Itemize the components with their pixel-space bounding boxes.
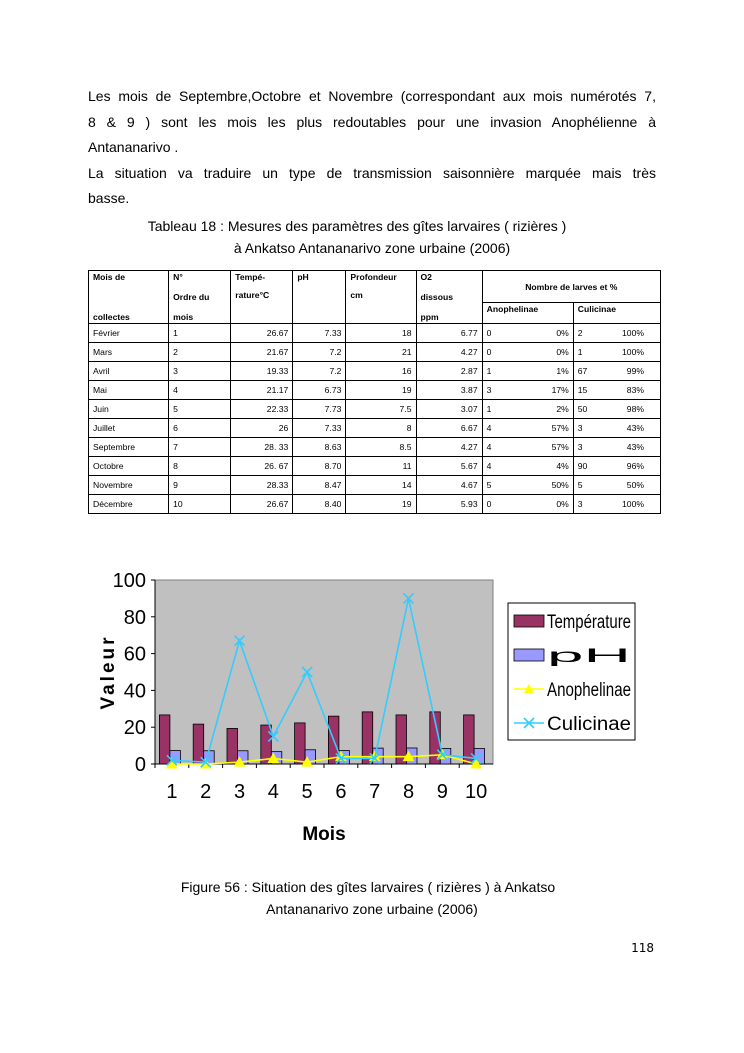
- cell-culicinae: [573, 400, 660, 419]
- cell-culicinae-count: 3: [577, 423, 583, 433]
- cell-mois: Octobre: [89, 457, 169, 476]
- cell-ordre: 6: [169, 419, 231, 438]
- col-header-o2: O2 dissous ppm: [416, 271, 482, 324]
- cell-anophelinae: [482, 362, 573, 381]
- table-row: [89, 324, 661, 343]
- legend-label-anophelinae: Anophelinae: [547, 680, 631, 701]
- table-row: [89, 495, 661, 514]
- cell-prof: 7.5: [346, 400, 416, 419]
- cell-culicinae: [573, 362, 660, 381]
- intro-line-2: 8 & 9 ) sont les mois les plus redoutables pour une invasion Anophélienne à: [88, 113, 656, 130]
- cell-ordre: 10: [169, 495, 231, 514]
- cell-temp: 21.17: [231, 381, 293, 400]
- figure-caption-line-1: Figure 56 : Situation des gîtes larvaires ( rizières ) à Ankatso: [180, 879, 556, 895]
- cell-o2: 6.67: [416, 419, 482, 438]
- cell-anophelinae-count: 4: [486, 442, 492, 452]
- cell-culicinae-count: 3: [577, 442, 583, 452]
- cell-ordre: 4: [169, 381, 231, 400]
- cell-prof: 21: [346, 343, 416, 362]
- cell-anophelinae: [482, 419, 573, 438]
- cell-anophelinae-percent: 4%: [556, 461, 569, 471]
- cell-mois: Février: [89, 324, 169, 343]
- cell-temp: 21.67: [231, 343, 293, 362]
- cell-prof: 8: [346, 419, 416, 438]
- cell-culicinae-percent: 100%: [622, 347, 644, 357]
- cell-culicinae-count: 1: [577, 347, 583, 357]
- cell-ph: 7.73: [293, 400, 346, 419]
- cell-mois: Septembre: [89, 438, 169, 457]
- cell-culicinae-count: 2: [577, 328, 583, 338]
- cell-prof: 16: [346, 362, 416, 381]
- cell-ph: 8.70: [293, 457, 346, 476]
- cell-mois: Mars: [89, 343, 169, 362]
- cell-ordre: 7: [169, 438, 231, 457]
- cell-prof: 8.5: [346, 438, 416, 457]
- cell-temp: 26.67: [231, 324, 293, 343]
- cell-prof: 11: [346, 457, 416, 476]
- cell-culicinae-percent: 83%: [626, 385, 644, 395]
- cell-culicinae: [573, 457, 660, 476]
- cell-o2: 6.77: [416, 324, 482, 343]
- cell-culicinae-percent: 98%: [626, 404, 644, 414]
- cell-culicinae-percent: 43%: [626, 423, 644, 433]
- cell-culicinae-count: 15: [577, 385, 588, 395]
- table-row: [89, 457, 661, 476]
- cell-culicinae: [573, 343, 660, 362]
- cell-anophelinae: [482, 495, 573, 514]
- cell-ph: 7.33: [293, 324, 346, 343]
- cell-anophelinae-percent: 1%: [556, 366, 569, 376]
- cell-mois: Décembre: [89, 495, 169, 514]
- cell-ph: 8.40: [293, 495, 346, 514]
- y-tick-label: 60: [123, 643, 146, 666]
- cell-temp: 26.67: [231, 495, 293, 514]
- intro-line-4: La situation va traduire un type de transmission saisonnière marquée mais très: [88, 164, 656, 181]
- cell-anophelinae: [482, 381, 573, 400]
- cell-culicinae-count: 50: [577, 404, 588, 414]
- cell-anophelinae-count: 0: [486, 347, 492, 357]
- cell-anophelinae: [482, 324, 573, 343]
- cell-o2: 4.67: [416, 476, 482, 495]
- cell-anophelinae-count: 4: [486, 423, 492, 433]
- cell-temp: 26: [231, 419, 293, 438]
- cell-anophelinae-count: 3: [486, 385, 492, 395]
- cell-o2: 4.27: [416, 438, 482, 457]
- col-header-anophelinae: Anophelinae: [482, 303, 573, 324]
- legend-label-température: Température: [547, 612, 631, 633]
- cell-o2: 2.87: [416, 362, 482, 381]
- cell-prof: 14: [346, 476, 416, 495]
- cell-anophelinae: [482, 343, 573, 362]
- cell-o2: 3.07: [416, 400, 482, 419]
- cell-anophelinae-count: 0: [486, 499, 492, 509]
- cell-anophelinae-percent: 0%: [556, 499, 569, 509]
- cell-anophelinae: [482, 457, 573, 476]
- cell-ordre: 2: [169, 343, 231, 362]
- cell-o2: 5.93: [416, 495, 482, 514]
- cell-anophelinae-count: 1: [486, 366, 492, 376]
- x-tick-label: 3: [233, 781, 246, 803]
- cell-anophelinae-percent: 0%: [556, 347, 569, 357]
- table-row: [89, 343, 661, 362]
- table-row: [89, 400, 661, 419]
- cell-culicinae: [573, 381, 660, 400]
- cell-ordre: 5: [169, 400, 231, 419]
- cell-culicinae: [573, 476, 660, 495]
- cell-temp: 28.33: [231, 476, 293, 495]
- intro-line-5: basse.: [88, 190, 130, 206]
- intro-paragraph: [88, 84, 656, 212]
- cell-culicinae-percent: 100%: [622, 328, 644, 338]
- larval-chart: [88, 560, 688, 860]
- cell-culicinae: [573, 438, 660, 457]
- bar-température: [295, 723, 306, 764]
- cell-mois: Juillet: [89, 419, 169, 438]
- cell-mois: Novembre: [89, 476, 169, 495]
- cell-culicinae: [573, 324, 660, 343]
- cell-anophelinae-count: 0: [486, 328, 492, 338]
- cell-anophelinae-count: 1: [486, 404, 492, 414]
- x-tick-label: 4: [267, 781, 279, 803]
- legend-swatch-ph: [514, 649, 544, 661]
- cell-ordre: 8: [169, 457, 231, 476]
- col-header-mois: Mois de collectes: [89, 271, 169, 324]
- x-tick-label: 6: [335, 781, 347, 803]
- cell-culicinae-count: 5: [577, 480, 583, 490]
- col-header-ordre: N° Ordre du mois: [169, 271, 231, 324]
- x-tick-label: 1: [166, 781, 178, 803]
- col-header-temperature: Tempé- rature°C: [231, 271, 293, 324]
- y-tick-label: 20: [123, 717, 146, 740]
- cell-ordre: 3: [169, 362, 231, 381]
- cell-temp: 28. 33: [231, 438, 293, 457]
- x-tick-label: 2: [200, 781, 212, 803]
- cell-ph: 6.73: [293, 381, 346, 400]
- cell-o2: 5.67: [416, 457, 482, 476]
- cell-culicinae-percent: 96%: [626, 461, 644, 471]
- table-row: [89, 362, 661, 381]
- cell-o2: 4.27: [416, 343, 482, 362]
- cell-o2: 3.87: [416, 381, 482, 400]
- cell-culicinae: [573, 495, 660, 514]
- table-caption-line-1: Tableau 18 : Mesures des paramètres des gîtes larvaires ( rizières ): [147, 218, 567, 234]
- cell-prof: 19: [346, 381, 416, 400]
- intro-line-3: Antananarivo .: [88, 139, 179, 155]
- figure-caption: [88, 876, 656, 920]
- cell-culicinae-count: 3: [577, 499, 583, 509]
- cell-ordre: 1: [169, 324, 231, 343]
- cell-culicinae-percent: 43%: [626, 442, 644, 452]
- table-row: [89, 419, 661, 438]
- legend-label-ph: pH: [547, 646, 631, 667]
- figure-caption-line-2: Antananarivo zone urbaine (2006): [266, 901, 478, 917]
- cell-culicinae: [573, 419, 660, 438]
- cell-culicinae-percent: 50%: [626, 480, 644, 490]
- cell-anophelinae: [482, 400, 573, 419]
- cell-ph: 7.2: [293, 343, 346, 362]
- intro-line-1: Les mois de Septembre,Octobre et Novembre (correspondant aux mois numérotés 7,: [88, 88, 656, 104]
- legend-swatch-température: [514, 615, 544, 627]
- bar-température: [227, 728, 238, 764]
- legend-label-culicinae: Culicinae: [547, 714, 631, 735]
- cell-temp: 22.33: [231, 400, 293, 419]
- x-tick-label: 10: [464, 781, 488, 803]
- y-tick-label: 80: [123, 606, 146, 629]
- cell-ph: 7.33: [293, 419, 346, 438]
- x-tick-label: 7: [369, 781, 381, 803]
- table-row: [89, 438, 661, 457]
- plot-area: [155, 580, 493, 764]
- cell-anophelinae-percent: 17%: [551, 385, 569, 395]
- cell-anophelinae-percent: 0%: [556, 328, 569, 338]
- cell-anophelinae-percent: 50%: [551, 480, 569, 490]
- cell-anophelinae: [482, 476, 573, 495]
- cell-ph: 8.47: [293, 476, 346, 495]
- cell-mois: Mai: [89, 381, 169, 400]
- cell-ph: 8.63: [293, 438, 346, 457]
- cell-mois: Avril: [89, 362, 169, 381]
- x-tick-label: 8: [402, 781, 415, 803]
- cell-culicinae-percent: 99%: [626, 366, 644, 376]
- x-tick-label: 5: [301, 781, 313, 803]
- cell-prof: 19: [346, 495, 416, 514]
- x-tick-label: 9: [436, 781, 448, 803]
- cell-anophelinae-percent: 57%: [551, 423, 569, 433]
- cell-anophelinae-percent: 2%: [556, 404, 569, 414]
- page-number: 118: [631, 941, 654, 955]
- cell-temp: 19.33: [231, 362, 293, 381]
- col-header-ph: pH: [293, 271, 346, 324]
- cell-culicinae-percent: 100%: [622, 499, 644, 509]
- cell-anophelinae-percent: 57%: [551, 442, 569, 452]
- cell-culicinae-count: 67: [577, 366, 588, 376]
- table-row: [89, 381, 661, 400]
- larval-sites-table: [88, 270, 661, 514]
- x-axis-title: Mois: [302, 824, 346, 845]
- cell-culicinae-count: 90: [577, 461, 588, 471]
- table-row: [89, 476, 661, 495]
- cell-ordre: 9: [169, 476, 231, 495]
- cell-anophelinae-count: 5: [486, 480, 492, 490]
- cell-anophelinae-count: 4: [486, 461, 492, 471]
- y-axis-title: Valeur: [98, 634, 119, 710]
- cell-temp: 26. 67: [231, 457, 293, 476]
- table-caption-line-2: à Ankatso Antananarivo zone urbaine (2006): [233, 240, 511, 256]
- table-caption: [88, 215, 656, 259]
- cell-mois: Juin: [89, 400, 169, 419]
- cell-prof: 18: [346, 324, 416, 343]
- col-header-profondeur: Profondeur cm: [346, 271, 416, 324]
- cell-anophelinae: [482, 438, 573, 457]
- cell-ph: 7.2: [293, 362, 346, 381]
- y-tick-label: 40: [123, 680, 146, 703]
- chart-svg: [88, 560, 688, 860]
- col-header-larves: Nombre de larves et %: [482, 271, 660, 303]
- y-tick-label: 0: [134, 754, 146, 776]
- col-header-culicinae: Culicinae: [573, 303, 660, 324]
- y-tick-label: 100: [112, 570, 146, 592]
